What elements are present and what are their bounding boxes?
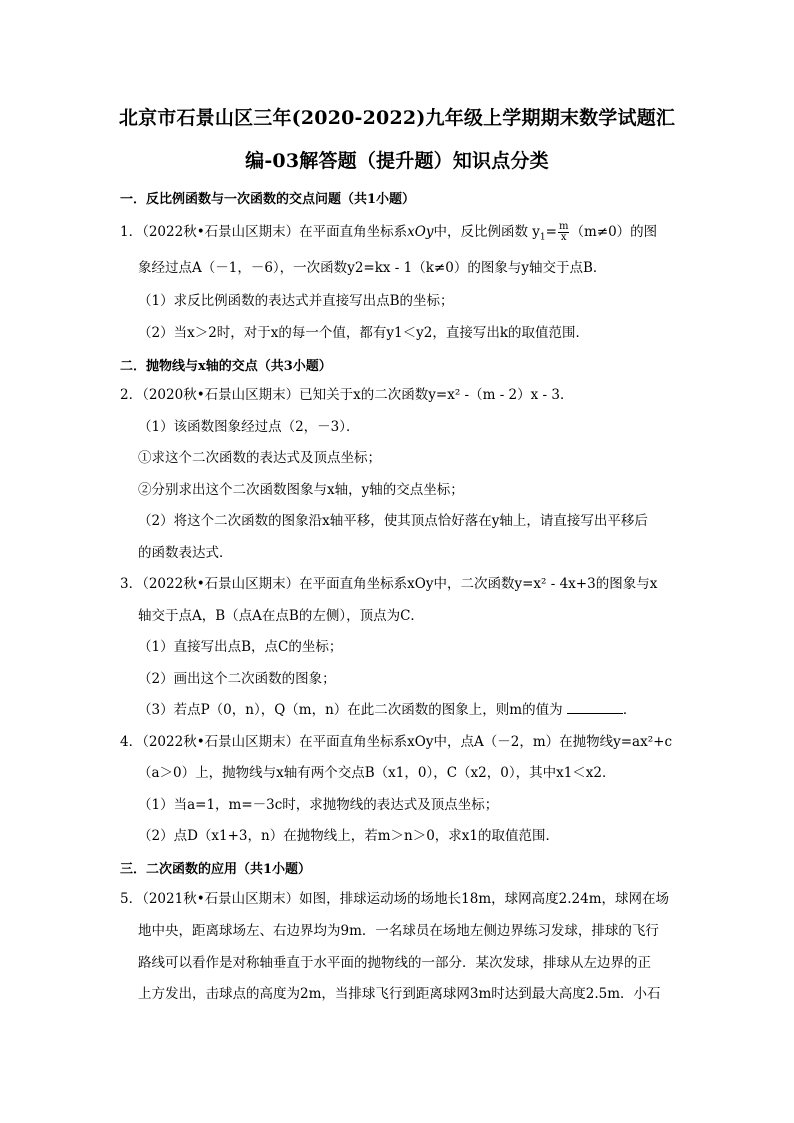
fraction xyxy=(558,222,569,243)
section-heading-3: 三．二次函数的应用（共1小题） xyxy=(120,862,312,877)
question-number: 5． xyxy=(120,891,143,907)
document-title-line-2: 编-03解答题（提升题）知识点分类 xyxy=(245,150,549,172)
question-text: （m≠0）的图 xyxy=(570,224,658,240)
question-3-part-2: （2）画出这个二次函数的图象； xyxy=(138,671,336,687)
question-4-part-1: （1）当a=1，m=－3c时，求抛物线的表达式及顶点坐标； xyxy=(138,797,499,813)
question-number: 1． xyxy=(120,224,143,240)
question-text: ． xyxy=(622,702,637,718)
question-2-part-1: （1）该函数图象经过点（2，－3）． xyxy=(138,419,360,435)
question-source: （2022秋•石景山区期末） xyxy=(142,734,300,750)
document-title-line-1: 北京市石景山区三年(2020-2022)九年级上学期期末数学试题汇 xyxy=(118,107,676,129)
question-text: y2=kx - 1（k≠0）的图象与y轴交于点B． xyxy=(347,260,607,276)
formula-y1: $y_1=$ $\frac{m}{x}$ xyxy=(532,221,569,243)
fraction-numerator: m xyxy=(558,221,569,232)
section-heading-1: 一．反比例函数与一次函数的交点问题（共1小题） xyxy=(120,192,416,207)
question-2-part-2-line-1: （2）将这个二次函数的图象沿x轴平移，使其顶点恰好落在y轴上，请直接写出平移后 xyxy=(138,513,648,529)
question-4-line-1 xyxy=(120,733,672,751)
question-5-line-4: 上方发出，击球点的高度为2m，当排球飞行到距离球网3m时达到最大高度2.5m．小石 xyxy=(138,986,661,1002)
question-number: 4． xyxy=(120,734,143,750)
question-2-part-2-line-2: 的函数表达式． xyxy=(138,545,233,561)
question-text: 在平面直角坐标系xOy中，点A（－2，m）在抛物线y=ax²+c xyxy=(299,734,673,750)
question-4-part-2: （2）点D（x1+3，n）在抛物线上，若m＞n＞0，求x1的取值范围． xyxy=(138,828,559,844)
question-3-part-1: （1）直接写出点B，点C的坐标； xyxy=(138,639,343,655)
question-1-line-1 xyxy=(120,222,657,247)
question-source: （2022秋•石景山区期末） xyxy=(142,224,300,240)
question-1-part-1: （1）求反比例函数的表达式并直接写出点B的坐标； xyxy=(138,293,454,309)
question-number: 2． xyxy=(120,387,143,403)
question-4-line-2: （a＞0）上，抛物线与x轴有两个交点B（x1，0），C（x2，0），其中x1＜x2． xyxy=(138,765,616,781)
section-heading-2: 二．抛物线与x轴的交点（共3小题） xyxy=(120,359,332,374)
question-1-line-2 xyxy=(138,259,606,277)
question-3-line-2: 轴交于点A，B（点A在点B的左侧），顶点为C． xyxy=(138,608,424,624)
question-source: （2020秋•石景山区期末） xyxy=(142,387,300,403)
question-text: 已知关于x的二次函数y=x² -（m - 2）x - 3． xyxy=(299,387,574,403)
question-text: 在平面直角坐标系xOy中，二次函数y=x² - 4x+3的图象与x xyxy=(299,576,658,592)
question-text: 象经过点 xyxy=(138,260,192,276)
question-source: （2022秋•石景山区期末） xyxy=(142,576,300,592)
question-5-line-3: 路线可以看作是对称轴垂直于水平面的抛物线的一部分．某次发球，排球从左边界的正 xyxy=(138,955,651,971)
question-2-part-1b: ②分别求出这个二次函数图象与x轴，y轴的交点坐标； xyxy=(138,482,464,498)
question-5-line-2: 地中央，距离球场左、右边界均为9m．一名球员在场地左侧边界练习发球，排球的飞行 xyxy=(138,923,659,939)
question-text: 在平面直角坐标系 xyxy=(299,224,408,240)
question-number: 3． xyxy=(120,576,143,592)
question-text: 如图，排球运动场的场地长18m，球网高度2.24m，球网在场 xyxy=(299,891,670,907)
question-1-part-2: （2）当x＞2时，对于x的每一个值，都有y1＜y2，直接写出k的取值范围． xyxy=(138,325,590,341)
answer-blank xyxy=(567,701,623,714)
question-3-line-1 xyxy=(120,575,657,593)
coordinate-system-label: xOy xyxy=(407,224,434,240)
question-source: （2021秋•石景山区期末） xyxy=(142,891,300,907)
question-text: （3）若点P（0，n），Q（m，n）在此二次函数的图象上，则m的值为 xyxy=(138,702,563,718)
fraction-denominator: x xyxy=(560,232,567,243)
question-5-line-1 xyxy=(120,890,669,908)
question-2-line-1 xyxy=(120,386,573,404)
question-text: A（－1，－6），一次函数 xyxy=(192,260,348,276)
question-text: 中，反比例函数 xyxy=(433,224,528,240)
question-2-part-1a: ①求这个二次函数的表达式及顶点坐标； xyxy=(138,450,381,466)
question-3-part-3 xyxy=(138,701,636,719)
